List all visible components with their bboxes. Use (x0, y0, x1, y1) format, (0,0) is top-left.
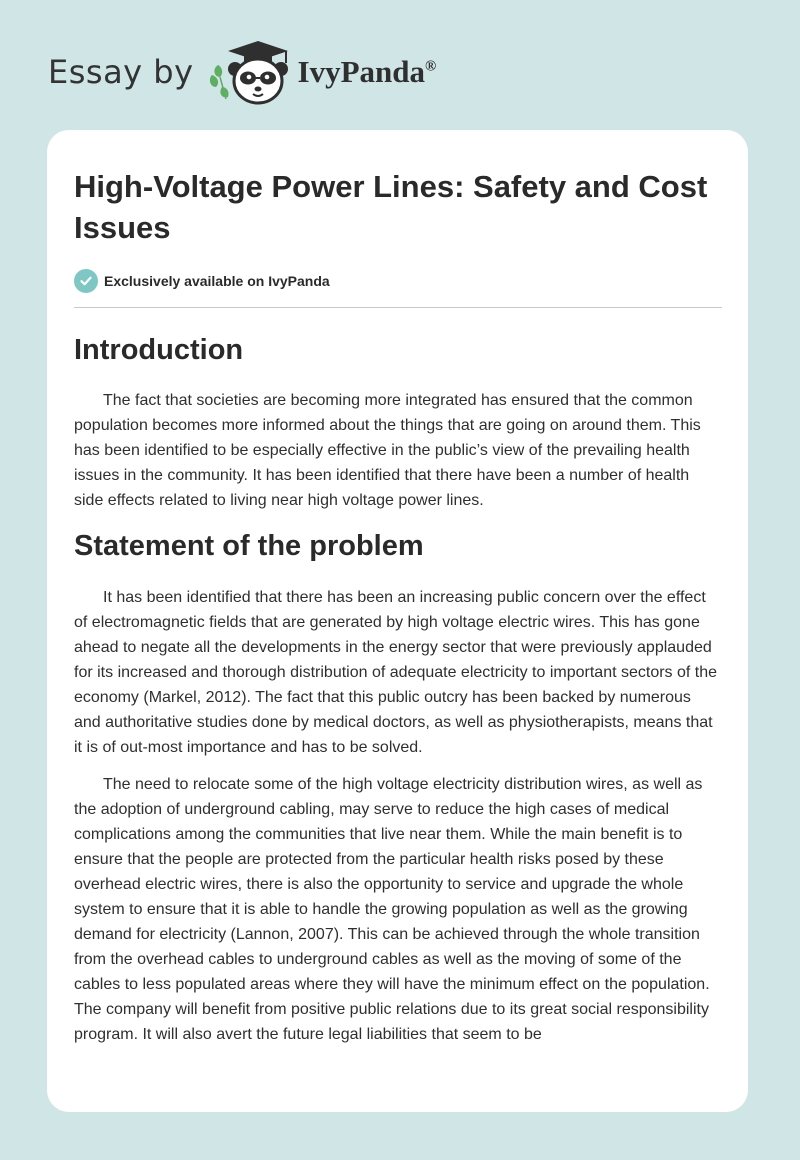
badge-text: Exclusively available on IvyPanda (104, 273, 330, 289)
section-heading-introduction: Introduction (74, 334, 244, 366)
section-heading-problem: Statement of the problem (74, 530, 424, 562)
exclusive-badge (74, 268, 721, 294)
divider (74, 307, 722, 308)
brand-name[interactable]: IvyPanda® (297, 54, 437, 89)
paragraph: It has been identified that there has been an increasing public concern over the effect of electromagnetic fields that are generated by high voltage electric wires. This has gone ahead to negate all the developments in the energy sector that were previously applauded for its increased and thorough distribution of adequate electricity to important sectors of the economy (Markel, 2012). The fact that this public outcry has been backed by numerous and authoritative studies done by medical doctors, as well as physiotherapists, means that it is of out-most importance and has to be solved. (74, 589, 718, 756)
brand-header (48, 36, 436, 108)
essay-card (47, 130, 748, 1112)
checkmark-circle-icon (74, 269, 98, 293)
brand-prefix: Essay by (48, 53, 194, 91)
page-title: High-Voltage Power Lines: Safety and Cost Issues (74, 169, 708, 245)
paragraph: The need to relocate some of the high voltage electricity distribution wires, as well as the adoption of underground cabling, may serve to reduce the high cases of medical complications among the communities that live near them. While the main benefit is to ensure that the people are protected from the particular health risks posed by these overhead electric wires, there is also the opportunity to service and upgrade the whole system to ensure that it is able to handle the growing population as well as the growing demand for electricity (Lannon, 2007). This can be achieved through the whole transition from the overhead cables to underground cables as well as the moving of some of the cables to less populated areas where they will have the minimum effect on the population. The company will benefit from positive public relations due to its great social responsibility program. It will also avert the future legal liabilities that seem to be (74, 776, 710, 1043)
paragraph: The fact that societies are becoming more integrated has ensured that the common population becomes more informed about the things that are going on around them. This has been identified to be especially effective in the public’s view of the prevailing health issues in the community. It has been identified that there have been a number of health side effects related to living near high voltage power lines. (74, 392, 701, 509)
registered-mark: ® (425, 58, 437, 75)
panda-graduate-logo-icon[interactable] (206, 37, 292, 107)
